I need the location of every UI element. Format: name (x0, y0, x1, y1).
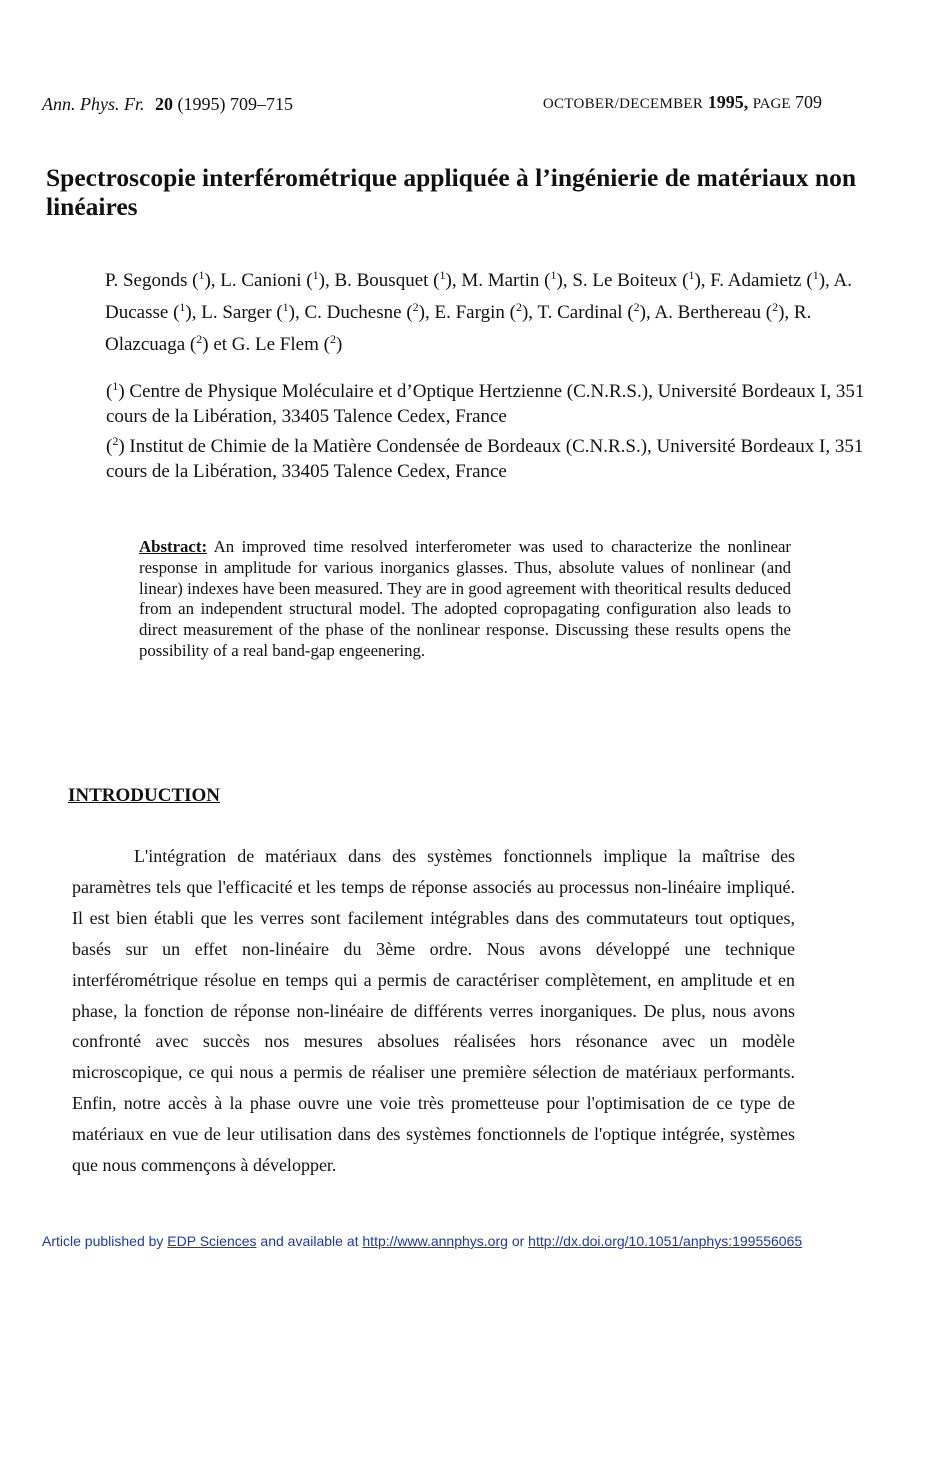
affiliation-text: Centre de Physique Moléculaire et d’Optique Hertzienne (C.N.R.S.), Université Bordeaux I, 351 cours de la Libération, 33405 Talence Cedex, France (106, 381, 865, 427)
author-affiliation-marker: 1 (179, 300, 186, 314)
author-affiliation-marker: 1 (282, 300, 289, 314)
author-affiliation-marker: 1 (812, 268, 819, 282)
author-affiliation-marker: 2 (196, 332, 203, 346)
author-separator: , (210, 270, 221, 291)
journal-year-pages: (1995) 709–715 (177, 94, 293, 114)
affiliation-list (106, 374, 866, 484)
author-separator: , (700, 270, 711, 291)
author-name: T. Cardinal (537, 302, 623, 323)
journal-volume: 20 (155, 94, 173, 114)
author-name: M. Martin (461, 270, 540, 291)
footer-middle: and available at (260, 1233, 359, 1249)
author-affiliation-marker: 1 (439, 268, 446, 282)
affiliation-text: Institut de Chimie de la Matière Condensée de Bordeaux (C.N.R.S.), Université Bordeaux I, 351 cours de la Libération, 33405 Talence Cedex, France (106, 436, 864, 482)
abstract-text: An improved time resolved interferometer was used to characterize the nonlinear response in amplitude for various inorganics glasses. Thus, absolute values of nonlinear (and linear) indexes have been measured. They are in good agreement with theoritical results deduced from an independent structural model. The adopted copropagating configuration also leads to direct measurement of the phase of the nonlinear response. Discussing these results opens the possibility of a real band-gap engeenering. (139, 537, 791, 660)
author-name: F. Adamietz (710, 270, 802, 291)
author-affiliation-marker: 1 (550, 268, 557, 282)
publisher-link[interactable]: EDP Sciences (167, 1233, 257, 1249)
author-separator: , (451, 270, 462, 291)
page-number: 709 (795, 92, 822, 112)
affiliation-item: ($^2$) Institut de Chimie de la Matière Condensée de Bordeaux (C.N.R.S.), Université Bordeaux I, 351 cours de la Libération, 33405 Talence Cedex, France (106, 434, 864, 482)
author-affiliation-marker: 2 (515, 300, 522, 314)
abstract-label: Abstract: (139, 537, 208, 556)
journal-name: Ann. Phys. Fr. (42, 94, 145, 114)
author-separator: , (562, 270, 573, 291)
author-affiliation-marker: 1 (198, 268, 205, 282)
publication-footer (42, 1233, 912, 1249)
article-title: Spectroscopie interférométrique appliquée à l’ingénierie de matériaux non linéaires (46, 163, 856, 221)
author-name: C. Duchesne (304, 302, 402, 323)
author-list: P. Segonds ($^1$), L. Canioni ($^1$), B. Bousquet ($^1$), M. Martin ($^1$), S. Le Boiteux ($^1$), F. Adamietz ($^1$), A. Ducasse ($^1$), L. Sarger ($^1$), C. Duchesne ($^2$), E. Fargin ($^2$), T. Cardinal ($^2$), A. Berthereau ($^2$), R. Olazcuaga ($^2$) et G. Le Flem ($^2$) (105, 268, 852, 355)
footer-prefix: Article published by (42, 1233, 164, 1249)
affiliation-marker: 2 (112, 434, 119, 448)
introduction-paragraph: L'intégration de matériaux dans des systèmes fonctionnels implique la maîtrise des paramètres tels que l'efficacité et les temps de réponse associés au processus non-linéaire impliqué. Il est bien établi que les verres sont facilement intégrables dans des commutateurs tout optiques, basés sur un effet non-linéaire du 3ème ordre. Nous avons développé une technique interférométrique résolue en temps qui a permis de caractériser complètement, en amplitude et en phase, la fonction de réponse non-linéaire de différents verres inorganiques. De plus, nous avons confronté avec succès nos mesures absolues réalisées hors résonance avec un modèle microscopique, ce qui nous a permis de réaliser une première sélection de matériaux performants. Enfin, notre accès à la phase ouvre une voie très prometteuse pour l'optimisation de ce type de matériaux en vue de leur utilisation dans des systèmes fonctionnels de l'optique intégrée, systèmes que nous commençons à développer. (72, 846, 795, 1176)
author-separator: , (645, 302, 655, 323)
author-name: A. Ducasse (105, 270, 852, 323)
issue-reference (543, 92, 822, 113)
author-name: B. Bousquet (334, 270, 429, 291)
affiliation-item: ($^1$) Centre de Physique Moléculaire et d’Optique Hertzienne (C.N.R.S.), Université Bordeaux I, 351 cours de la Libération, 33405 Talence Cedex, France (106, 379, 865, 427)
doi-link[interactable]: http://dx.doi.org/10.1051/anphys:199556065 (528, 1233, 803, 1249)
author-separator: et (208, 334, 232, 355)
author-separator: , (528, 302, 538, 323)
author-name: G. Le Flem (231, 334, 319, 355)
author-affiliation-marker: 2 (412, 300, 419, 314)
author-separator: , (424, 302, 435, 323)
author-name: S. Le Boiteux (572, 270, 678, 291)
footer-or: or (511, 1233, 525, 1249)
author-name: E. Fargin (434, 302, 505, 323)
journal-site-link[interactable]: http://www.annphys.org (362, 1233, 508, 1249)
author-affiliation-marker: 2 (772, 300, 779, 314)
author-name: P. Segonds (105, 270, 188, 291)
author-separator: , (825, 270, 834, 291)
affiliation-marker: 1 (112, 379, 119, 393)
author-name: L. Canioni (220, 270, 302, 291)
author-separator: , (324, 270, 335, 291)
journal-citation (42, 94, 293, 115)
author-name: L. Sarger (201, 302, 272, 323)
author-separator: , (191, 302, 202, 323)
author-affiliation-marker: 2 (633, 300, 640, 314)
author-name: R. Olazcuaga (105, 302, 812, 355)
author-affiliation-marker: 1 (688, 268, 695, 282)
abstract (139, 537, 791, 662)
author-separator: , (784, 302, 794, 323)
page-label: PAGE (752, 96, 791, 112)
author-affiliation-marker: 2 (329, 332, 336, 346)
author-separator: , (294, 302, 305, 323)
issue-months: OCTOBER/DECEMBER (542, 96, 704, 112)
author-name: A. Berthereau (654, 302, 761, 323)
author-affiliation-marker: 1 (312, 268, 319, 282)
issue-year: 1995, (707, 92, 749, 112)
section-heading-introduction: INTRODUCTION (68, 785, 221, 806)
